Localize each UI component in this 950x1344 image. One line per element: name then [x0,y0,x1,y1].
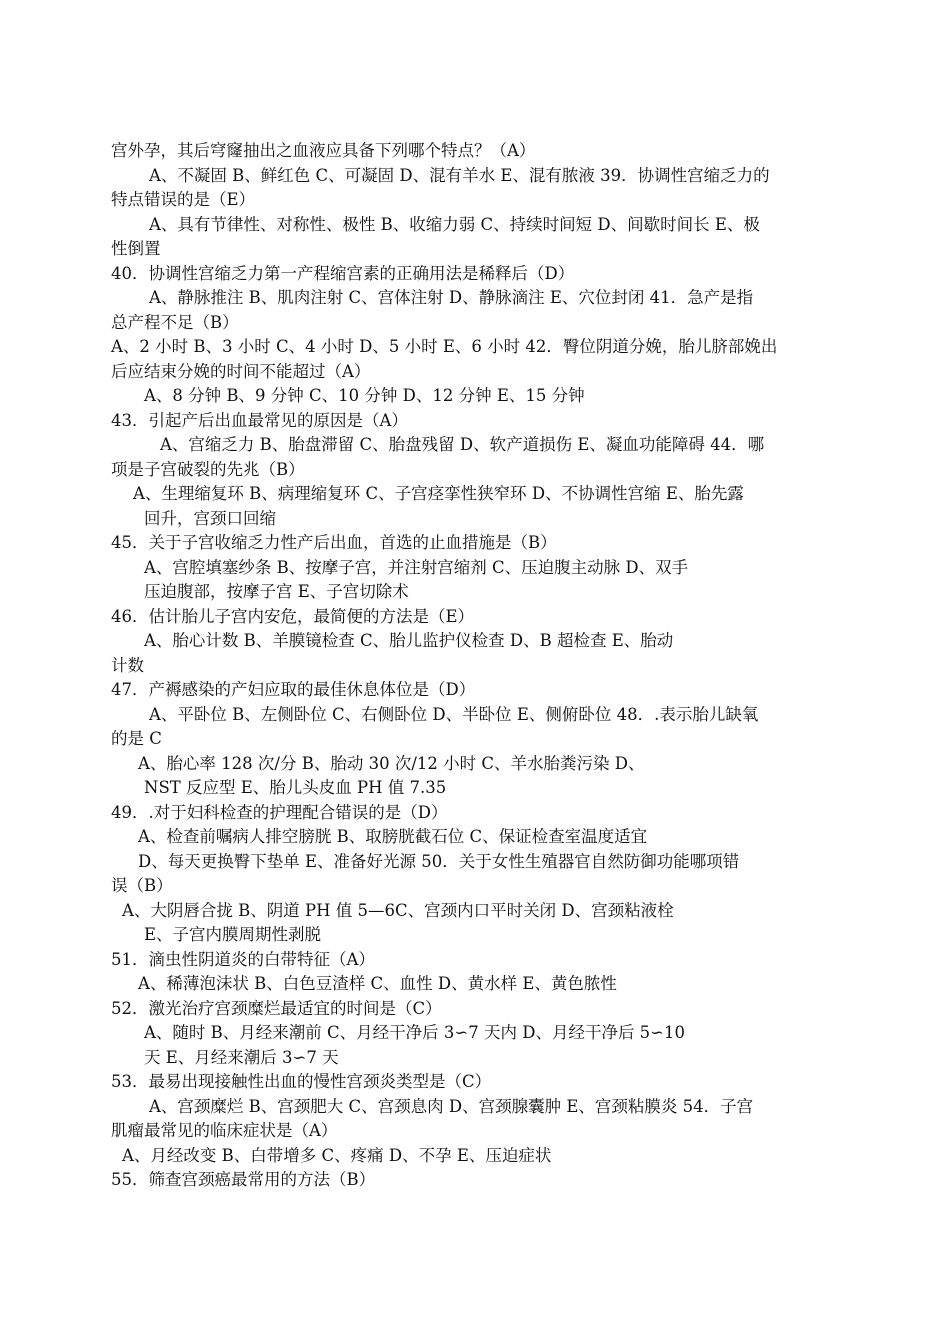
text-line: A、胎心率 128 次/分 B、胎动 30 次/12 小时 C、羊水胎粪污染 D、 [138,753,645,773]
text-line: A、检查前嘱病人排空膀胱 B、取膀胱截石位 C、保证检查室温度适宜 [138,827,648,846]
text-line: A、2 小时 B、3 小时 C、4 小时 D、5 小时 E、6 小时 42．臀位阴道分娩，胎儿脐部娩出 [111,337,778,356]
text-line: 49．.对于妇科检查的护理配合错误的是（D） [111,802,448,822]
text-line: A、宫缩乏力 B、胎盘滞留 C、胎盘残留 D、软产道损伤 E、凝血功能障碍 44．哪 [160,435,765,454]
text-line: 45．关于子宫收缩乏力性产后出血，首选的止血措施是（B） [111,533,557,552]
text-line: NST 反应型 E、胎儿头皮血 PH 值 7.35 [144,778,447,797]
text-line: A、胎心计数 B、羊膜镜检查 C、胎儿监护仪检查 D、B 超检查 E、胎动 [144,631,674,650]
text-line: 总产程不足（B） [111,312,239,332]
text-line: 回升，宫颈口回缩 [144,508,276,528]
text-line: A、月经改变 B、白带增多 C、疼痛 D、不孕 E、压迫症状 [122,1145,552,1165]
text-line: 的是 C [111,729,162,748]
text-line: 宫外孕，其后穹窿抽出之血液应具备下列哪个特点？（A） [111,141,536,160]
text-line: D、每天更换臀下垫单 E、准备好光源 50．关于女性生殖器官自然防御功能哪项错 [138,851,740,871]
text-line: 后应结束分娩的时间不能超过（A） [111,361,371,381]
text-line: 计数 [111,655,144,675]
text-line: 特点错误的是（E） [111,190,256,209]
text-line: 项是子宫破裂的先兆（B） [111,459,305,479]
text-line: 43．引起产后出血最常见的原因是（A） [111,410,408,430]
text-line: 51．滴虫性阴道炎的白带特征（A） [111,949,375,969]
text-line: 肌瘤最常见的临床症状是（A） [111,1121,338,1140]
text-line: A、具有节律性、对称性、极性 B、收缩力弱 C、持续时间短 D、间歇时间长 E、极 [149,214,760,234]
text-line: 52．激光治疗宫颈糜烂最适宜的时间是（C） [111,998,442,1018]
text-line: 性倒置 [111,239,161,258]
text-line: 47．产褥感染的产妇应取的最佳休息体位是（D） [111,680,476,699]
text-line: A、生理缩复环 B、病理缩复环 C、子宫痉挛性狭窄环 D、不协调性宫缩 E、胎先露 [133,484,744,503]
text-line: A、不凝固 B、鲜红色 C、可凝固 D、混有羊水 E、混有脓液 39．协调性宫缩乏力的 [149,165,770,185]
text-line: 46．估计胎儿子宫内安危，最简便的方法是（E） [111,606,475,626]
text-line: E、子宫内膜周期性剥脱 [144,925,322,944]
text-line: 40．协调性宫缩乏力第一产程缩宫素的正确用法是稀释后（D） [111,263,575,283]
text-line: A、平卧位 B、左侧卧位 C、右侧卧位 D、半卧位 E、侧俯卧位 48．.表示胎儿缺氧 [149,704,759,724]
text-line: 55．筛查宫颈癌最常用的方法（B） [111,1170,376,1189]
text-line: A、宫腔填塞纱条 B、按摩子宫，并注射宫缩剂 C、压迫腹主动脉 D、双手 [144,557,689,577]
text-line: A、静脉推注 B、肌肉注射 C、宫体注射 D、静脉滴注 E、穴位封闭 41．急产是指 [149,288,754,307]
document-text [111,139,836,1193]
text-line: A、宫颈糜烂 B、宫颈肥大 C、宫颈息肉 D、宫颈腺囊肿 E、宫颈粘膜炎 54．子宫 [149,1096,754,1116]
text-line: 53．最易出现接触性出血的慢性宫颈炎类型是（C） [111,1072,492,1091]
text-line: 天 E、月经来潮后 3∽7 天 [144,1047,339,1067]
text-line: A、8 分钟 B、9 分钟 C、10 分钟 D、12 分钟 E、15 分钟 [144,386,585,405]
text-line: 压迫腹部，按摩子宫 E、子宫切除术 [144,582,409,601]
text-line: A、稀薄泡沫状 B、白色豆渣样 C、血性 D、黄水样 E、黄色脓性 [138,974,617,993]
text-line: A、大阴唇合拢 B、阴道 PH 值 5—6C、宫颈内口平时关闭 D、宫颈粘液栓 [122,900,674,920]
text-line: 误（B） [111,876,173,895]
text-line: A、随时 B、月经来潮前 C、月经干净后 3∽7 天内 D、月经干净后 5∽10 [144,1023,686,1042]
